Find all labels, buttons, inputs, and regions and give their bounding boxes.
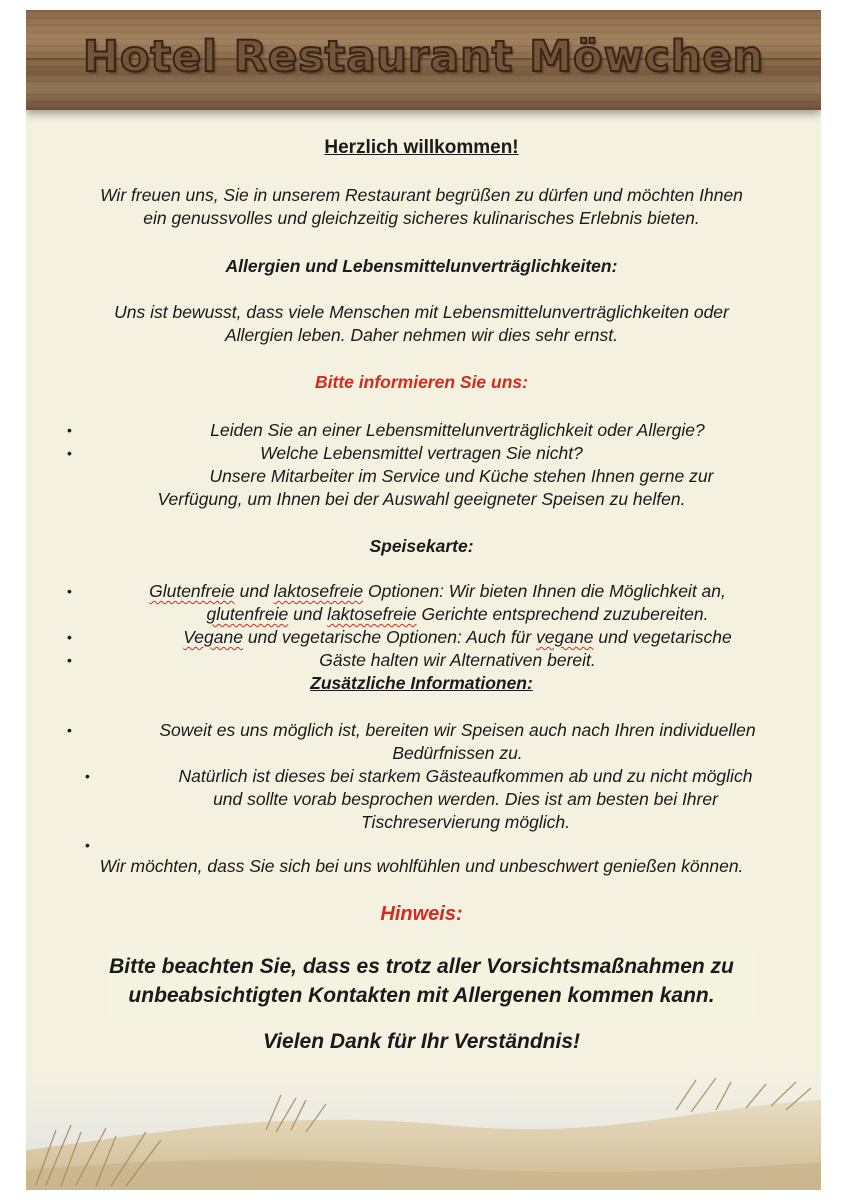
menu-line-2-rest: Gerichte entsprechend zuzubereiten. — [421, 604, 709, 624]
dune-illustration — [26, 1070, 821, 1190]
bullet: • — [67, 722, 72, 738]
additional-line-5: Tischreservierung möglich. — [361, 812, 570, 832]
allergies-line-1: Uns ist bewusst, dass viele Menschen mit Lebensmittelunverträglichkeiten oder — [114, 302, 729, 322]
menu-line-4: Gäste halten wir Alternativen bereit. — [319, 650, 596, 670]
bullet: • — [67, 629, 72, 645]
menu-line-1 — [16, 580, 843, 603]
vegan-word: Vegane — [183, 627, 243, 647]
menu-line-3-rest: und vegetarische — [598, 627, 732, 647]
vegan-word: vegane — [536, 627, 594, 647]
thanks-line: Vielen Dank für Ihr Verständnis! — [262, 1030, 581, 1053]
inform-line-4: Verfügung, um Ihnen bei der Auswahl geeigneter Speisen zu helfen. — [157, 489, 686, 509]
lactosefree-word: laktosefreie — [273, 581, 364, 601]
welcome-heading — [0, 137, 843, 159]
bullet: • — [67, 445, 72, 461]
bullet: • — [85, 837, 90, 853]
bullet: • — [67, 583, 72, 599]
menu-und: und — [239, 581, 269, 601]
additional-heading — [0, 673, 843, 694]
menu-line-2 — [36, 603, 843, 626]
menu-line-3-mid: und vegetarische Optionen: Auch für — [247, 627, 532, 647]
inform-line-2: Welche Lebensmittel vertragen Sie nicht? — [260, 443, 583, 463]
menu-line-1-rest: Optionen: Wir bieten Ihnen die Möglichkeit an, — [368, 581, 726, 601]
bullet: • — [85, 768, 90, 784]
additional-line-6: Wir möchten, dass Sie sich bei uns wohlfühlen und unbeschwert genießen können. — [99, 856, 744, 876]
menu-line-3 — [36, 626, 843, 649]
bullet: • — [67, 652, 72, 668]
additional-line-2: Bedürfnissen zu. — [392, 743, 523, 763]
inform-line-3: Unsere Mitarbeiter im Service und Küche stehen Ihnen gerne zur — [209, 466, 714, 486]
inform-line-1: Leiden Sie an einer Lebensmittelunverträglichkeit oder Allergie? — [210, 420, 705, 440]
notice-line-1: Bitte beachten Sie, dass es trotz aller Vorsichtsmaßnahmen zu — [109, 955, 734, 978]
welcome-line-1: Wir freuen uns, Sie in unserem Restaurant begrüßen zu dürfen und möchten Ihnen — [100, 185, 743, 205]
allergies-line-2: Allergien leben. Daher nehmen wir dies sehr ernst. — [225, 325, 618, 345]
allergies-heading: Allergien und Lebensmittelunverträglichkeiten: — [225, 256, 618, 276]
notice-heading: Hinweis: — [380, 903, 463, 925]
additional-heading-text: Zusätzliche Informationen: — [310, 673, 533, 693]
notice-line-2: unbeabsichtigten Kontakten mit Allergenen kommen kann. — [128, 984, 715, 1007]
wood-banner — [26, 10, 821, 110]
bullet: • — [67, 422, 72, 438]
welcome-heading-text: Herzlich willkommen! — [324, 137, 519, 158]
additional-line-3: Natürlich ist dieses bei starkem Gästeaufkommen ab und zu nicht möglich — [178, 766, 753, 786]
lactosefree-word: laktosefreie — [327, 604, 417, 624]
menu-heading: Speisekarte: — [369, 536, 474, 556]
inform-heading: Bitte informieren Sie uns: — [315, 372, 528, 392]
menu-und: und — [293, 604, 323, 624]
glutenfree-word: Glutenfreie — [149, 581, 235, 601]
additional-line-4: und sollte vorab besprochen werden. Dies ist am besten bei Ihrer — [213, 789, 718, 809]
glutenfree-word: glutenfreie — [206, 604, 289, 624]
welcome-line-2: ein genussvolles und gleichzeitig sicheres kulinarisches Erlebnis bieten. — [143, 208, 700, 228]
restaurant-title: Hotel Restaurant Möwchen — [82, 32, 765, 82]
additional-line-1: Soweit es uns möglich ist, bereiten wir Speisen auch nach Ihren individuellen — [159, 720, 756, 740]
